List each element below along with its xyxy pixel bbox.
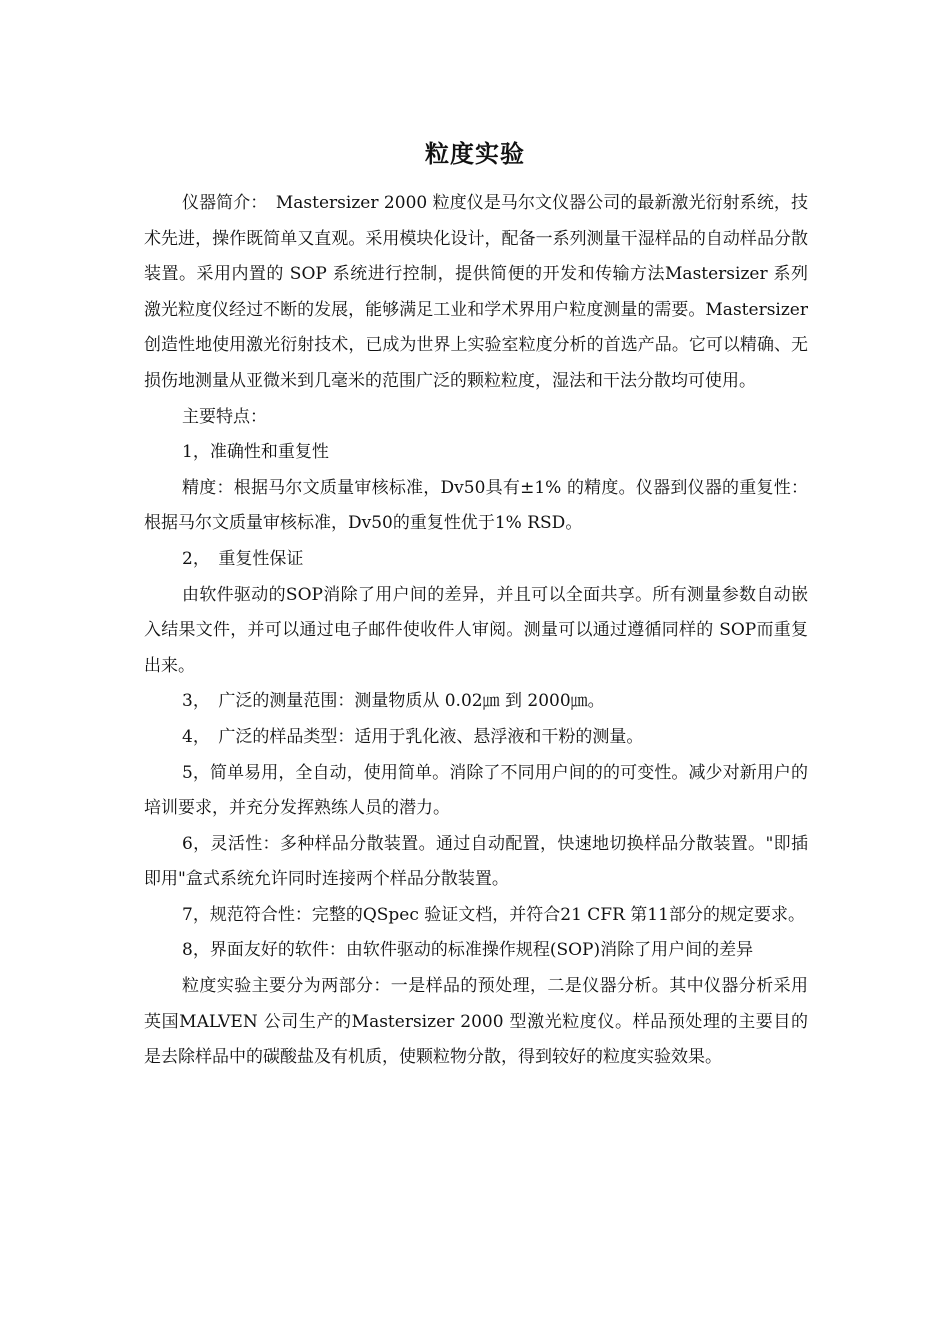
paragraph-feature-6: 6，灵活性：多种样品分散装置。通过自动配置，快速地切换样品分散装置。"即插即用"盒式系统允许同时连接两个样品分散装置。	[144, 833, 808, 890]
paragraph-feature-4: 4， 广泛的样品类型：适用于乳化液、悬浮液和干粉的测量。	[182, 726, 644, 747]
paragraph-instrument-intro: 仪器简介： Mastersizer 2000 粒度仪是马尔文仪器公司的最新激光衍射系统，技术先进，操作既简单又直观。采用模块化设计，配备一系列测量干湿样品的自动样品分散装置。采用内置的 SOP 系统进行控制，提供简便的开发和传输方法Mastersizer 系列激光粒度仪经过不断的发展，能够满足工业和学术界用户粒度测量的需要。Mastersizer 创造性地使用激光衍射技术，已成为世界上实验室粒度分析的首选产品。它可以精确、无损伤地测量从亚微米到几毫米的范围广泛的颗粒粒度，湿法和干法分散均可使用。	[144, 193, 808, 391]
paragraph-feature-2-title: 2， 重复性保证	[182, 548, 304, 569]
paragraph-feature-1-title: 1，准确性和重复性	[182, 442, 329, 463]
paragraph-feature-8: 8，界面友好的软件：由软件驱动的标准操作规程(SOP)消除了用户间的差异	[182, 940, 754, 961]
paragraph-feature-3: 3， 广泛的测量范围：测量物质从 0.02㎛ 到 2000㎛。	[182, 691, 605, 712]
document-body	[144, 186, 808, 1076]
paragraph-feature-1-body: 精度：根据马尔文质量审核标准，Dv50具有±1% 的精度。仪器到仪器的重复性：根据马尔文质量审核标准，Dv50的重复性优于1% RSD。	[144, 477, 808, 534]
page-title: 粒度实验	[425, 139, 525, 168]
paragraph-experiment-summary: 粒度实验主要分为两部分：一是样品的预处理，二是仪器分析。其中仪器分析采用英国MALVEN 公司生产的Mastersizer 2000 型激光粒度仪。样品预处理的主要目的是去除样品中的碳酸盐及有机质，使颗粒物分散，得到较好的粒度实验效果。	[144, 976, 808, 1068]
paragraph-feature-7: 7，规范符合性：完整的QSpec 验证文档，并符合21 CFR 第11部分的规定要求。	[182, 904, 805, 925]
paragraph-features-heading: 主要特点：	[182, 406, 267, 427]
paragraph-feature-2-body: 由软件驱动的SOP消除了用户间的差异，并且可以全面共享。所有测量参数自动嵌入结果文件，并可以通过电子邮件使收件人审阅。测量可以通过遵循同样的 SOP而重复出来。	[144, 584, 808, 676]
paragraph-feature-5: 5，简单易用，全自动，使用简单。消除了不同用户间的的可变性。减少对新用户的培训要求，并充分发挥熟练人员的潜力。	[144, 762, 808, 819]
